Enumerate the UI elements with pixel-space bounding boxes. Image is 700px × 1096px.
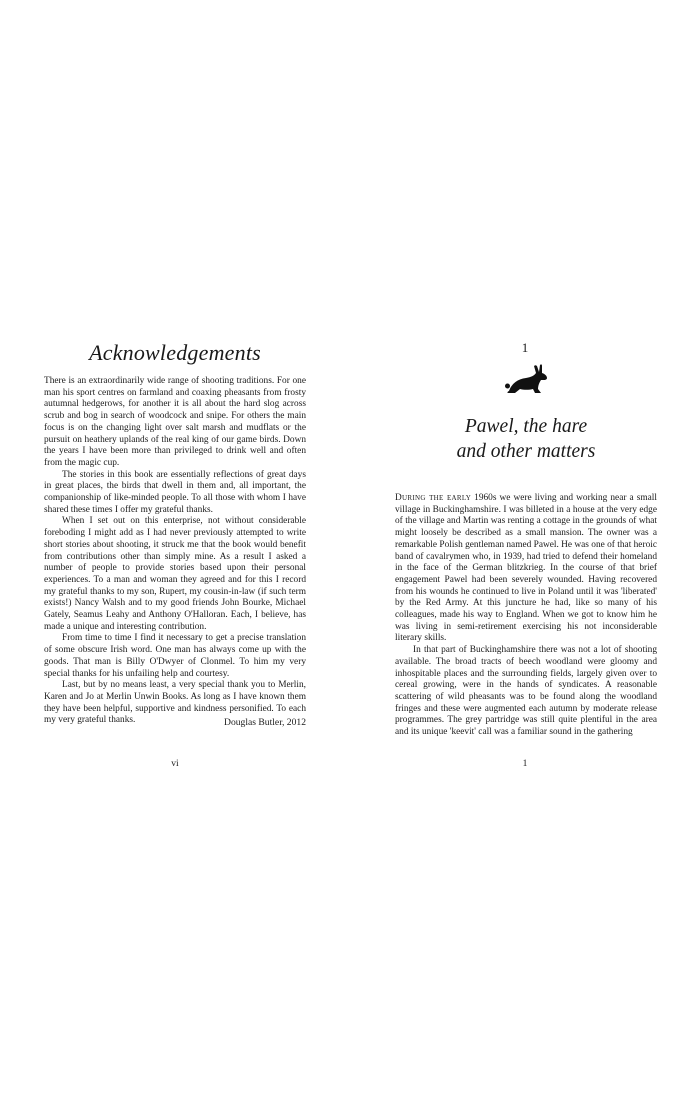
page-number: vi xyxy=(171,759,179,769)
paragraph-text: 1960s we were living and working near a small village in Buckinghamshire. I was billeted in a house at the very edge of the village and Martin was renting a cottage in the grounds of what might loosely be described as a small mansion. The owner was a remarkable Polish gentleman named Pawel. He was one of that heroic band of cavalrymen who, in 1939, had tried to defend their homeland in the face of the German blitzkrieg. In the course of that brief engagement Pawel had been severely wounded. Having recovered from his wounds he continued to live in Poland until it was 'liberated' by the Red Army. At this juncture he had, like so many of his colleagues, made his way to England. When we got to know him he was living in semi-retirement exercising his not inconsiderable literary skills. xyxy=(395,493,657,644)
paragraph: The stories in this book are essentially reflections of great days in great places, the birds that dwell in them and, all important, the companionship of like-minded people. To all those with whom I have shared these times I offer my grateful thanks. xyxy=(44,469,306,515)
signature: Douglas Butler, 2012 xyxy=(224,717,306,728)
chapter-title xyxy=(395,414,657,464)
paragraph: Last, but by no means least, a very special thank you to Merlin, Karen and Jo at Merlin Unwin Books. As long as I have known them they have been helpful, supportive and kindness personified. To each my very grateful thanks. xyxy=(44,680,306,726)
chapter-title-line: and other matters xyxy=(456,441,596,462)
hare-icon xyxy=(505,364,553,396)
paragraph: In that part of Buckinghamshire there was not a lot of shooting available. The broad tracts of beech woodland were gloomy and inhospitable places and the surrounding fields, largely given over to cereal growing, were in the hands of syndicates. A reasonable scattering of wild pheasants was to be found along the woodland fringes and these were augmented each autumn by moderate release programmes. The grey partridge was still quite plentiful in the area and its unique 'keevit' call was a familiar sound in the gathering xyxy=(395,645,657,738)
paragraph: From time to time I find it necessary to get a precise translation of some obscure Irish word. One man has always come up with the goods. That man is Billy O'Dwyer of Clonmel. To him my very special thanks for his unfailing help and courtesy. xyxy=(44,633,306,679)
chapter-number: 1 xyxy=(521,340,529,355)
right-page xyxy=(350,0,700,1096)
chapter-title-line: Pawel, the hare xyxy=(464,416,588,437)
chapter-body xyxy=(395,493,657,739)
page-number: 1 xyxy=(522,759,528,769)
opening-smallcaps: During the early xyxy=(395,493,472,503)
paragraph xyxy=(395,493,657,645)
paragraph: When I set out on this enterprise, not without considerable foreboding I might add as I had never previously attempted to write short stories about shooting, it struck me that the book would benefit from contributions other than simply mine. As a result I asked a number of people to provide stories based upon their personal experiences. To a man and woman they agreed and for this I record my grateful thanks to my son, Rupert, my cousin-in-law (if such term exists!) Nancy Walsh and to my good friends John Bourke, Michael Gately, Seamus Leahy and Anthony O'Halloran. Each, I believe, has made a unique and interesting contribution. xyxy=(44,516,306,632)
page-title: Acknowledgements xyxy=(89,340,261,365)
acknowledgements-body xyxy=(44,376,306,727)
paragraph: There is an extraordinarily wide range of shooting traditions. For one man his sport centres on farmland and coaxing pheasants from frosty autumnal hedgerows, for another it is all about the hard slog across scrub and bog in search of woodcock and snipe. For others the main focus is on the changing light over salt marsh and mudflats or the pursuit on heathery uplands of the real king of our game birds. Down the years I have been more than privileged to drink well and often from the magic cup. xyxy=(44,376,306,468)
